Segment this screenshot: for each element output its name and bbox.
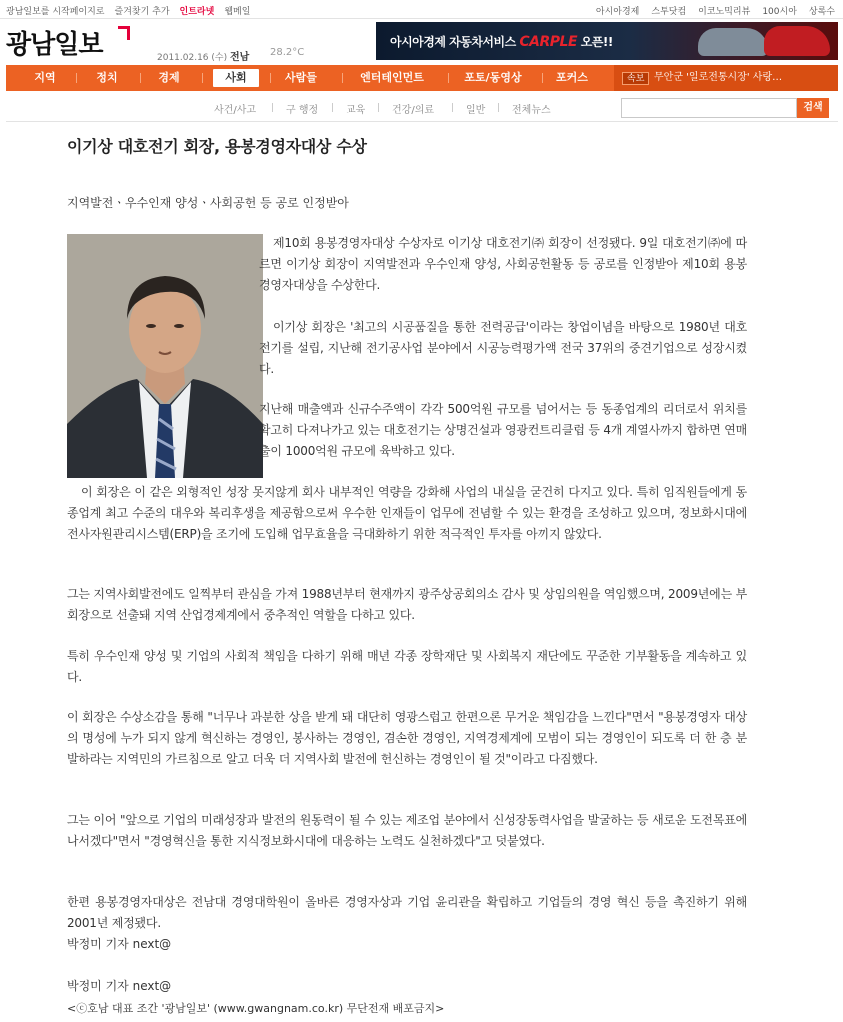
nav-separator: [542, 73, 543, 83]
paragraph-7: 이 회장은 수상소감을 통해 "너무나 과분한 상을 받게 돼 대단히 영광스럽고 한편으론 무거운 책임감을 느낀다"면서 "용봉경영자 대상의 명성에 누가 되지 않게 혁신하는 경영인, 봉사하는 경영인, 겸손한 경영인, 지역경제계에 모범이 되는 경영인이 되도록 더 한 층 분발하라는 지역민의 가르침으로 알고 더욱 더 지역사회 발전에 헌신하는 경영인이 될 것"이라고 다짐했다.: [67, 710, 747, 766]
article-subtitle: 지역발전ㆍ우수인재 양성ㆍ사회공헌 등 공로 인정받아: [67, 196, 349, 210]
subnav-item-education[interactable]: 교육: [346, 105, 366, 116]
ad-banner[interactable]: [376, 22, 838, 60]
banner-suffix: 오픈!!: [580, 35, 613, 49]
search-button[interactable]: 검색: [797, 98, 829, 118]
copyright-notice: <ⓒ호남 대표 조간 '광남일보' (www.gwangnam.co.kr) 무단전재 배포금지>: [67, 1002, 445, 1015]
utility-bar: [0, 0, 843, 18]
partner-link-100sia[interactable]: 100시아: [762, 7, 797, 17]
nav-item-people[interactable]: 사람들: [285, 71, 317, 84]
subnav-separator: [272, 103, 273, 112]
subnav-separator: [378, 103, 379, 112]
banner-text: [390, 33, 613, 50]
logo-mark-icon: [118, 26, 130, 40]
subnav-item-general[interactable]: 일반: [466, 105, 486, 116]
subnav-separator: [498, 103, 499, 112]
nav-separator: [342, 73, 343, 83]
partner-link-econovill[interactable]: 이코노믹리뷰: [698, 7, 751, 17]
nav-separator: [140, 73, 141, 83]
date-text: 2011.02.16 (수): [157, 53, 228, 63]
subnav-item-accidents[interactable]: 사건/사고: [214, 105, 257, 116]
nav-separator: [76, 73, 77, 83]
paragraph-6: 특히 우수인재 양성 및 기업의 사회적 책임을 다하기 위해 매년 각종 장학재단 및 사회복지 재단에도 꾸준한 기부활동을 계속하고 있다.: [67, 649, 747, 684]
partner-link-asiae[interactable]: 아시아경제: [595, 7, 640, 17]
paragraph-3: 지난해 매출액과 신규수주액이 각각 500억원 규모를 넘어서는 등 동종업계의 리더로서 위치를 확고히 다져나가고 있는 대호전기는 상명건설과 영광컨트리클럽 등 4개 계열사까지 합하면 연매출이 1000억원 규모에 육박하고 있다.: [259, 402, 747, 458]
nav-separator: [448, 73, 449, 83]
divider: [0, 18, 843, 19]
nav-item-politics[interactable]: 정치: [96, 71, 118, 84]
nav-separator: [270, 73, 271, 83]
nav-separator: [202, 73, 203, 83]
partner-link-sangroksu[interactable]: 상록수: [808, 7, 835, 17]
set-homepage-link[interactable]: 광남일보를 시작페이지로: [6, 7, 105, 17]
paragraph-2: 이기상 회장은 '최고의 시공품질을 통한 전력공급'이라는 창업이념을 바탕으로 1980년 대호전기를 설립, 지난해 전기공사업 분야에서 시공능력평가액 전국 37위의 중견기업으로 성장시켰다.: [259, 320, 747, 376]
utility-links-right: [596, 4, 835, 17]
paragraph-1: 제10회 용봉경영자대상 수상자로 이기상 대호전기㈜ 회장이 선정됐다. 9일 대호전기㈜에 따르면 이기상 회장이 지역발전과 우수인재 양성, 사회공헌활동 등 공로를 인정받아 제10회 용봉경영자대상을 수상한다.: [259, 236, 747, 292]
temperature-text: 28.2°C: [270, 47, 305, 58]
search-input[interactable]: [621, 98, 797, 118]
divider: [6, 121, 838, 122]
subnav-separator: [332, 103, 333, 112]
webmail-link[interactable]: 웹메일: [224, 7, 251, 17]
intranet-link[interactable]: 인트라넷: [179, 7, 215, 17]
reporter-credit: 박정미 기자 next@: [67, 979, 172, 993]
article-title: 이기상 대호전기 회장, 용봉경영자대상 수상: [67, 137, 367, 156]
add-bookmark-link[interactable]: 즐겨찾기 추가: [114, 7, 170, 17]
nav-item-region[interactable]: 지역: [34, 71, 56, 84]
region-text: 전남: [229, 52, 250, 63]
partner-link-stoo[interactable]: 스투닷컴: [651, 7, 687, 17]
banner-main-text: 아시아경제 자동차서비스: [390, 35, 516, 49]
reporter-credit: 박정미 기자 next@: [67, 937, 172, 951]
site-logo[interactable]: 광남일보: [6, 30, 103, 60]
nav-item-economy[interactable]: 경제: [158, 71, 180, 84]
car-icon: [764, 26, 830, 56]
subnav-item-health[interactable]: 건강/의료: [392, 105, 435, 116]
portrait-photo: [67, 234, 263, 478]
nav-item-photo-video[interactable]: 포토/동영상: [464, 71, 522, 84]
subnav-separator: [452, 103, 453, 112]
nav-item-focus[interactable]: 포커스: [556, 71, 588, 84]
car-icon: [698, 28, 768, 56]
paragraph-5: 그는 지역사회발전에도 일찍부터 관심을 가져 1988년부터 현재까지 광주상공회의소 감사 및 상임의원을 역임했으며, 2009년에는 부회장으로 선출돼 지역 산업경제계에서 중추적인 역할을 다하고 있다.: [67, 587, 747, 622]
paragraph-8: 그는 이어 "앞으로 기업의 미래성장과 발전의 원동력이 될 수 있는 제조업 분야에서 신성장동력사업을 발굴하는 등 새로운 도전목표에 나서겠다"면서 "경영혁신을 통한 지식정보화시대에 대응하는 노력도 실천하겠다"고 덧붙였다.: [67, 813, 747, 848]
paragraph-9: 한편 용봉경영자대상은 전남대 경영대학원이 올바른 경영자상과 기업 윤리관을 확립하고 기업들의 경영 혁신 등을 촉진하기 위해 2001년 제정됐다.: [67, 895, 747, 930]
breaking-text[interactable]: 무안군 '일로전통시장' 사랑…: [654, 72, 783, 83]
breaking-news-ticker[interactable]: [614, 65, 838, 91]
utility-links-left: [6, 4, 250, 17]
date-weather: [157, 48, 249, 63]
portrait-illustration: [67, 234, 263, 478]
subnav-item-admin[interactable]: 구 행정: [286, 105, 319, 116]
nav-item-society[interactable]: 사회: [213, 69, 259, 87]
banner-brand: CARPLE: [519, 34, 578, 50]
paragraph-4: 이 회장은 이 같은 외형적인 성장 못지않게 회사 내부적인 역량을 강화해 사업의 내실을 굳건히 다지고 있다. 특히 임직원들에게 동종업계 최고 수준의 대우와 복리후생을 제공함으로써 우수한 인재들이 업무에 전념할 수 있는 환경을 조성하고 있으며, 정보화시대에 전사자원관리시스템(ERP)을 조기에 도입해 업무효율을 극대화하기 위한 적극적인 투자를 아끼지 않았다.: [67, 485, 747, 541]
main-nav: [6, 65, 838, 91]
breaking-tag: 속보: [622, 72, 649, 85]
nav-item-entertainment[interactable]: 엔터테인먼트: [360, 71, 424, 84]
subnav-item-all-news[interactable]: 전체뉴스: [512, 105, 551, 116]
